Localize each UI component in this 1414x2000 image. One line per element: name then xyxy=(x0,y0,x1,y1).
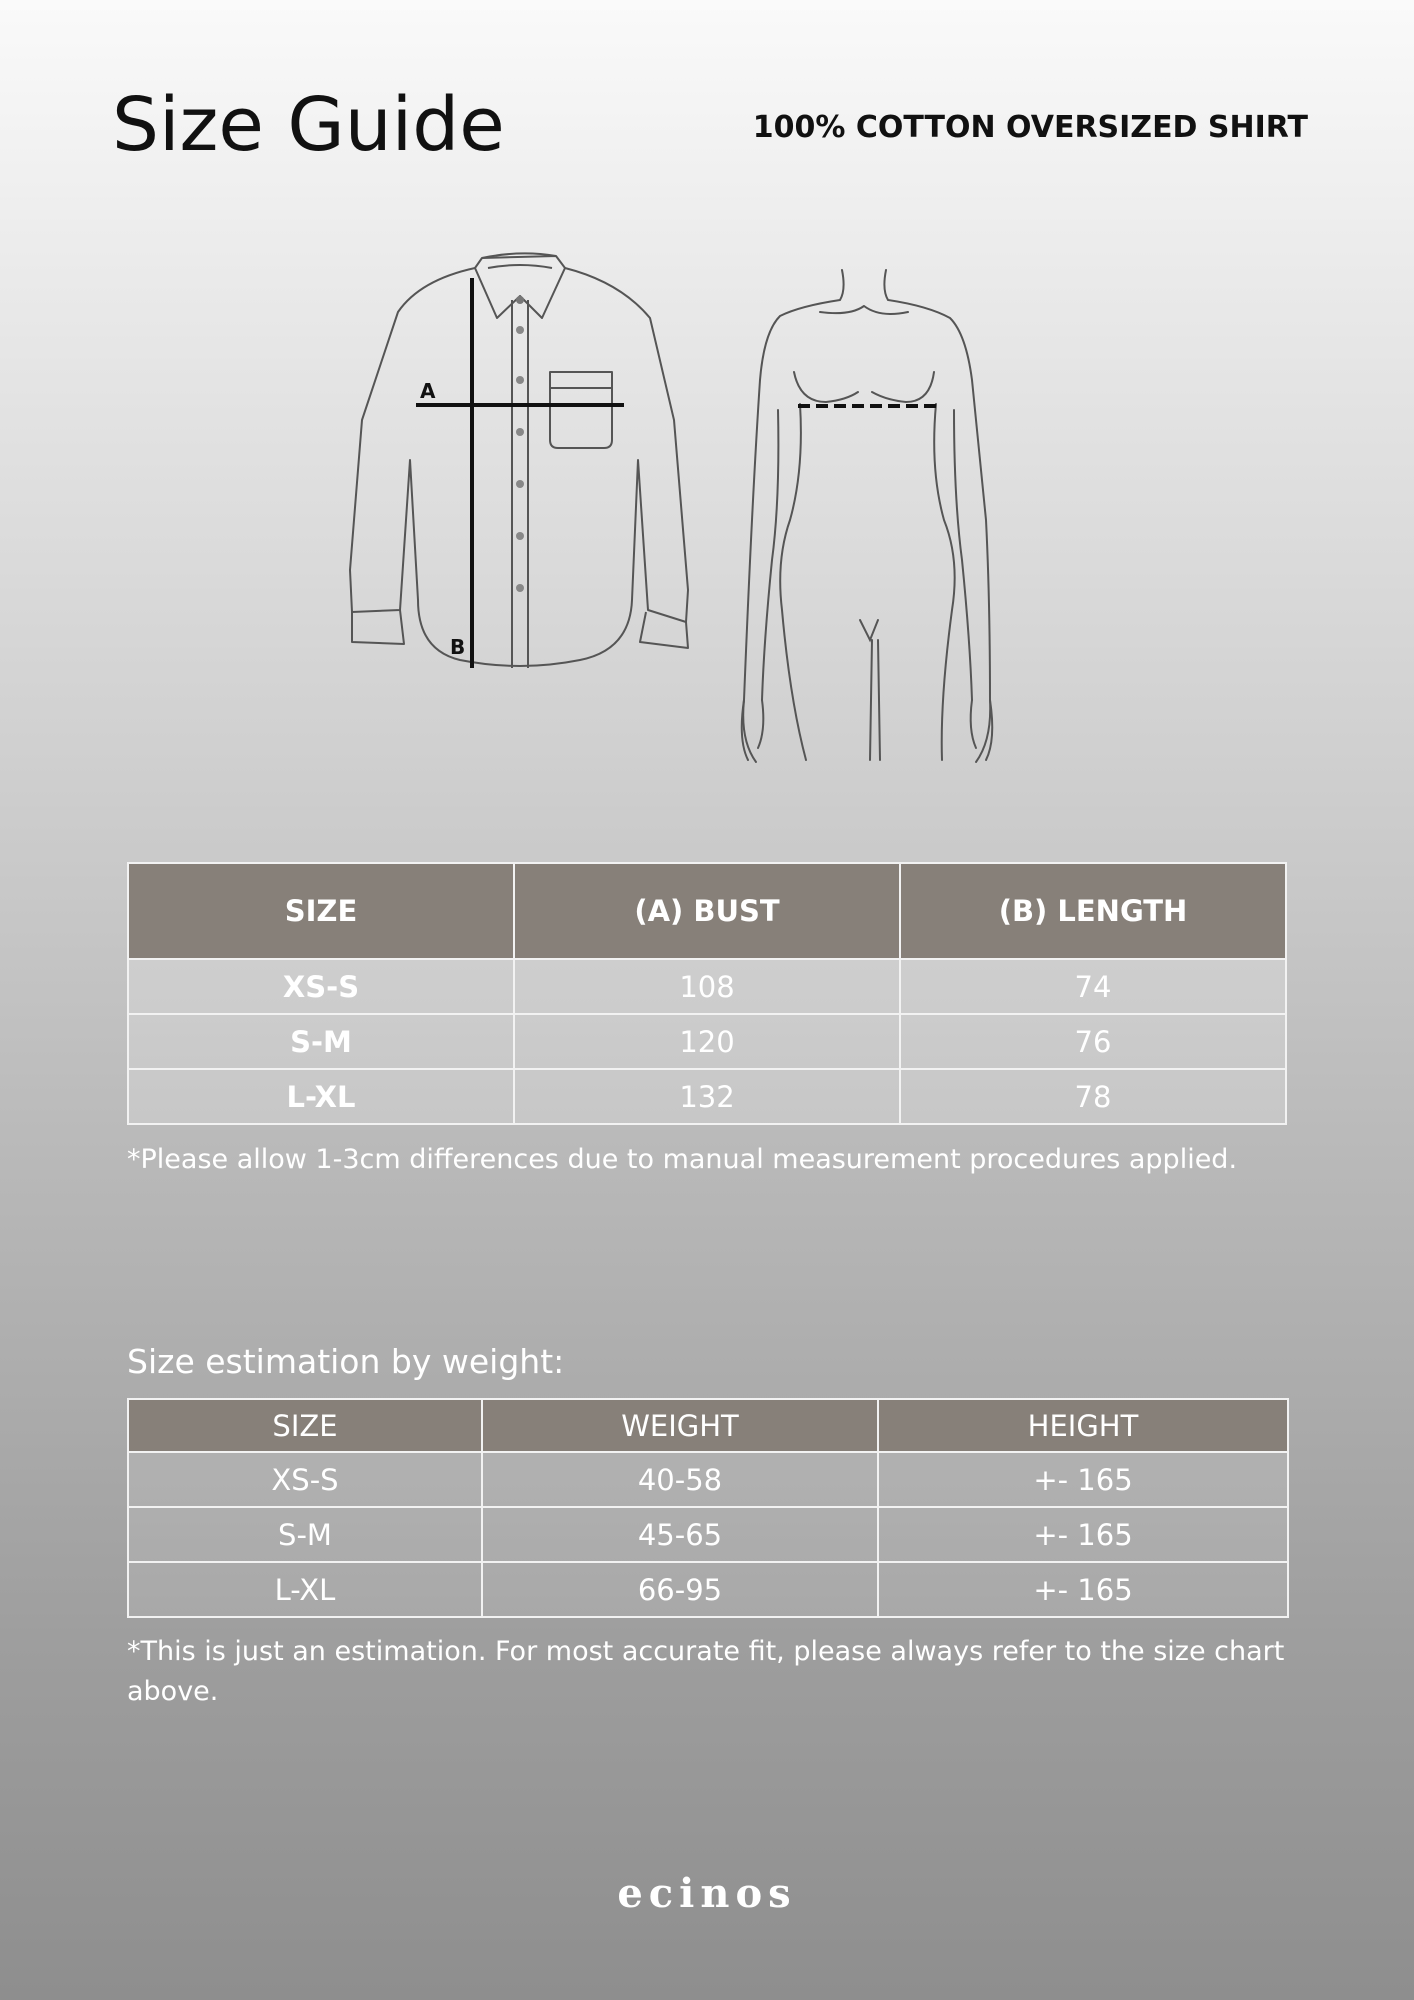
table-cell: XS-S xyxy=(128,959,514,1014)
table-header-row xyxy=(128,863,1286,959)
table-cell: +- 165 xyxy=(878,1507,1288,1562)
table-row xyxy=(128,1452,1288,1507)
table-cell: +- 165 xyxy=(878,1452,1288,1507)
table-row xyxy=(128,1014,1286,1069)
table-cell: S-M xyxy=(128,1014,514,1069)
table-row xyxy=(128,1507,1288,1562)
table-row xyxy=(128,959,1286,1014)
size-chart-table xyxy=(127,862,1287,1125)
table-cell: L-XL xyxy=(128,1069,514,1124)
product-name: 100% COTTON OVERSIZED SHIRT xyxy=(752,110,1308,145)
table-cell: 76 xyxy=(900,1014,1286,1069)
header-height: HEIGHT xyxy=(878,1399,1288,1452)
estimation-note: *This is just an estimation. For most accurate fit, please always refer to the size chart above. xyxy=(127,1636,1285,1707)
header-bust: (A) BUST xyxy=(514,863,900,959)
header-size: SIZE xyxy=(128,1399,482,1452)
table-cell: 74 xyxy=(900,959,1286,1014)
table-cell: 132 xyxy=(514,1069,900,1124)
table-cell: S-M xyxy=(128,1507,482,1562)
table-cell: 108 xyxy=(514,959,900,1014)
table-cell: +- 165 xyxy=(878,1562,1288,1617)
table-cell: 120 xyxy=(514,1014,900,1069)
header-weight: WEIGHT xyxy=(482,1399,878,1452)
brand-logo: ecinos xyxy=(617,1870,797,1917)
table-cell: 66-95 xyxy=(482,1562,878,1617)
table-row xyxy=(128,1069,1286,1124)
table-cell: 45-65 xyxy=(482,1507,878,1562)
weight-section-heading: Size estimation by weight: xyxy=(127,1342,565,1381)
table-cell: 40-58 xyxy=(482,1452,878,1507)
header-size: SIZE xyxy=(128,863,514,959)
shirt-drawing xyxy=(350,253,688,668)
table-cell: XS-S xyxy=(128,1452,482,1507)
body-figure-drawing xyxy=(742,270,993,762)
label-b: B xyxy=(450,635,466,659)
table-cell: 78 xyxy=(900,1069,1286,1124)
label-a: A xyxy=(420,379,436,403)
page-title: Size Guide xyxy=(112,82,505,168)
table-cell: L-XL xyxy=(128,1562,482,1617)
header-length: (B) LENGTH xyxy=(900,863,1286,959)
measurement-illustration xyxy=(0,240,1414,780)
table-row xyxy=(128,1562,1288,1617)
measurement-note: *Please allow 1-3cm differences due to manual measurement procedures applied. xyxy=(127,1144,1238,1175)
weight-estimation-table xyxy=(127,1398,1289,1618)
table-header-row xyxy=(128,1399,1288,1452)
